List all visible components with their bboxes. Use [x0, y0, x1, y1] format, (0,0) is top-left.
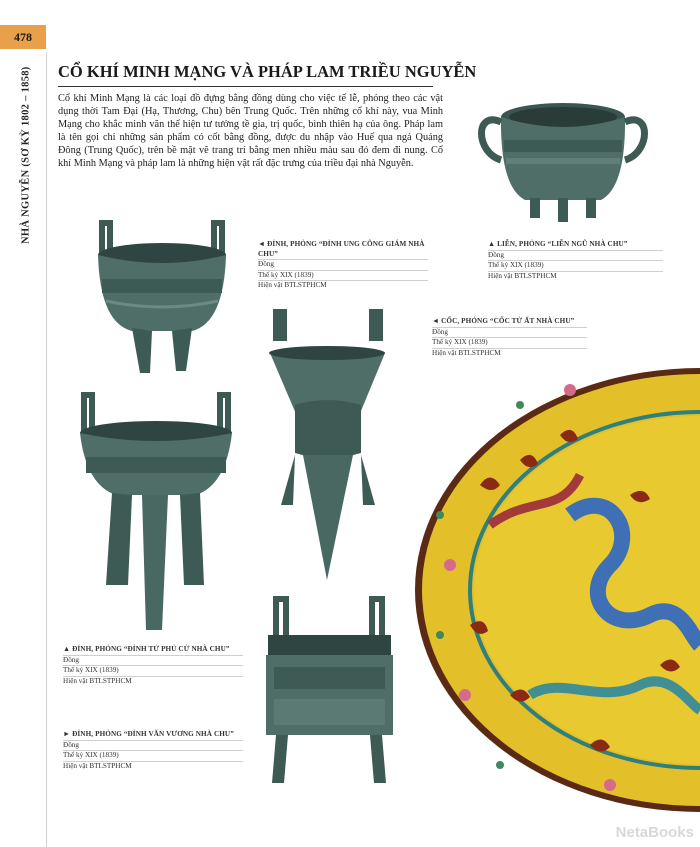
caption-title: ◄ ĐỈNH, PHỎNG “ĐỈNH UNG CÔNG GIÁM NHÀ CHU” — [258, 240, 425, 258]
caption-collection: Hiện vật BTLSTPHCM — [258, 280, 428, 291]
dinh-tu-phu-cu-image — [76, 385, 236, 635]
caption-date: Thế kỷ XIX (1839) — [488, 260, 663, 271]
caption-date: Thế kỷ XIX (1839) — [63, 665, 243, 676]
coc-tu-at-image — [265, 305, 390, 585]
side-section-title: NHÀ NGUYỄN (SƠ KỲ 1802 – 1858) — [20, 66, 32, 244]
caption-date: Thế kỷ XIX (1839) — [63, 750, 243, 761]
caption-collection: Hiện vật BTLSTPHCM — [432, 348, 587, 359]
caption-material: Đồng — [258, 259, 428, 270]
caption-dinh-van-vuong — [63, 730, 243, 771]
caption-coc — [432, 317, 587, 358]
caption-collection: Hiện vật BTLSTPHCM — [488, 271, 663, 282]
caption-material: Đồng — [488, 250, 663, 261]
page-number: 478 — [14, 29, 32, 44]
section-title: CỔ KHÍ MINH MẠNG VÀ PHÁP LAM TRIỀU NGUYỄN — [58, 62, 477, 81]
caption-dinh-tu-phu-cu — [63, 645, 243, 686]
intro-paragraph: Cổ khí Minh Mạng là các loại đồ đựng bằng đồng dùng cho việc tế lễ, phỏng theo các vật dụng thời Tam Đại (Hạ, Thương, Chu) bên Trung Quốc. Trên những cổ khí này, vua Minh Mạng cho khắc minh văn thể hiện tư tưởng tề gia, trị quốc, bình thiên hạ của ông. Pháp lam là tên gọi chỉ những sản phẩm có cốt bằng đồng, được du nhập vào Huế qua ngả Quảng Đông (Trung Quốc), trên bề mặt vẽ trang trí bằng men nhiều màu sau đó đem đi nung. Cổ khí Minh Mạng và pháp lam là những hiện vật rất đặc trưng của triều đại nhà Nguyễn. — [58, 93, 443, 169]
caption-dinh-ung-cong-giam — [258, 240, 428, 291]
caption-title: ◄ CỐC, PHỎNG “CỐC TỬ ẤT NHÀ CHU” — [432, 317, 575, 325]
publisher-watermark: NetaBooks — [615, 824, 694, 841]
caption-title: ► ĐỈNH, PHỎNG “ĐỈNH VĂN VƯƠNG NHÀ CHU” — [63, 730, 234, 738]
side-divider — [46, 52, 47, 847]
caption-date: Thế kỷ XIX (1839) — [258, 270, 428, 281]
caption-collection: Hiện vật BTLSTPHCM — [63, 676, 243, 687]
caption-title: ▲ LIỄN, PHỎNG “LIỄN NGŨ NHÀ CHU” — [488, 240, 628, 248]
caption-collection: Hiện vật BTLSTPHCM — [63, 761, 243, 772]
page-number-tab — [0, 25, 46, 49]
dinh-ung-cong-giam-image — [92, 213, 232, 378]
caption-material: Đồng — [63, 655, 243, 666]
title-underline — [58, 86, 433, 87]
caption-date: Thế kỷ XIX (1839) — [432, 337, 587, 348]
caption-lien — [488, 240, 663, 281]
caption-material: Đồng — [63, 740, 243, 751]
caption-material: Đồng — [432, 327, 587, 338]
caption-title: ▲ ĐỈNH, PHỎNG “ĐỈNH TỬ PHỦ CỬ NHÀ CHU” — [63, 645, 230, 653]
lien-bronze-vessel-image — [470, 92, 655, 227]
dinh-van-vuong-image — [262, 595, 397, 790]
phap-lam-dragon-plate-image — [410, 365, 700, 815]
